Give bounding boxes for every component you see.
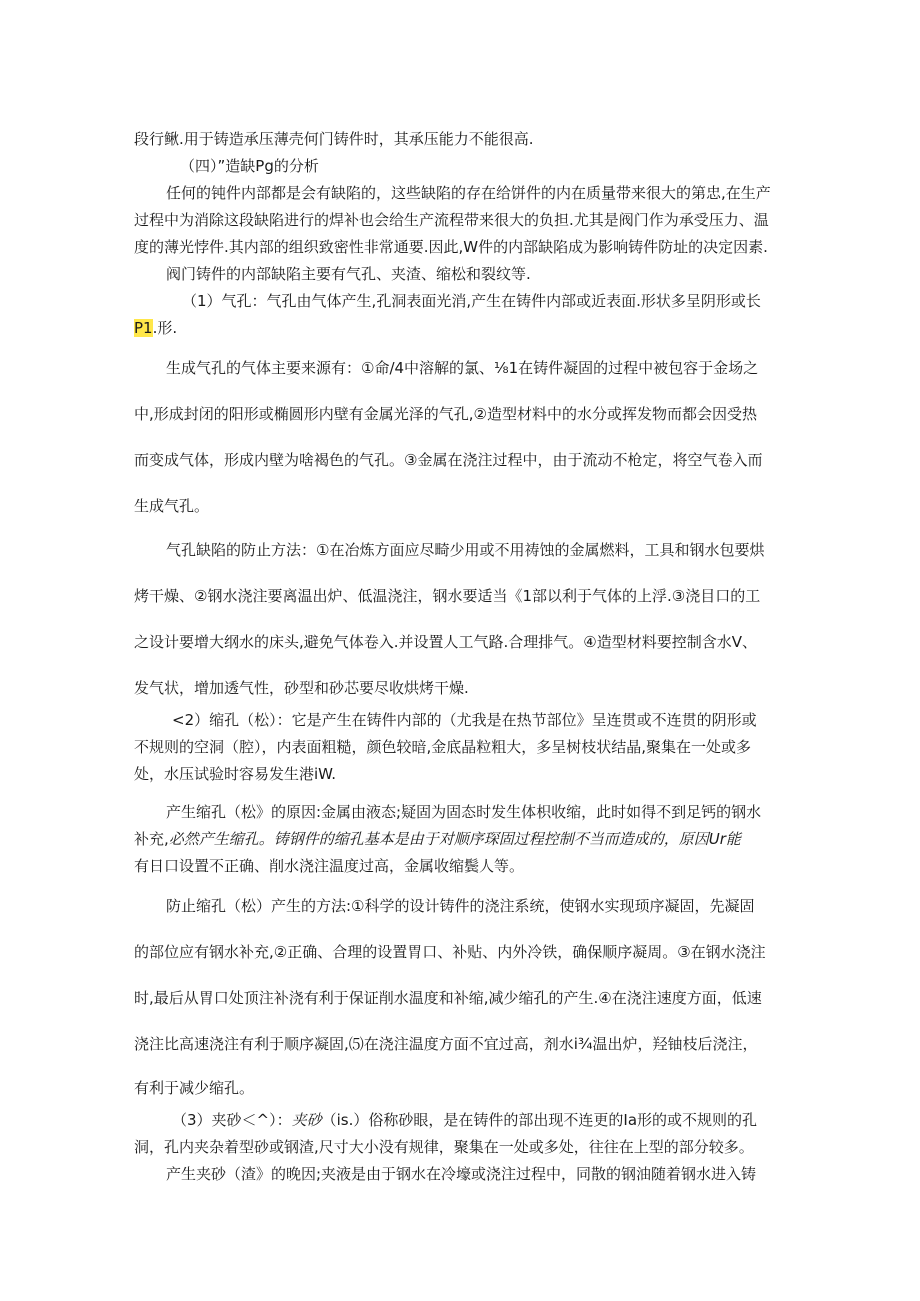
text-line: 烤干燥、②钢水浇注要离温出炉、低温浇注，钢水要适当《1部以利于气体的上浮.③浇目口的工: [134, 587, 761, 605]
text-span: （is.）俗称砂眼，是在铸件的部出现不连更的Ia形的或不规则的孔: [321, 1111, 758, 1129]
text-line: 洞，孔内夹杂着型砂或钢渣,尺寸大小没有规律，聚集在一处或多处，往往在上型的部分较多。: [134, 1138, 754, 1156]
text-line: 度的薄光悖件.其内部的组织致密性非常通要.因此,W件的内部缺陷成为影响铸件防址的决定因素.: [134, 238, 768, 256]
text-span: （3）夹砂＜^）：: [172, 1111, 292, 1129]
text-line: 中,形成封闭的阳形或椭圆形内壁有金属光泽的气孔,②造型材料中的水分或挥发物而都会因受热: [134, 405, 757, 423]
text-line: [172, 1110, 757, 1130]
text-line: 产生夹砂（渣》的晚因;夹液是由于钢水在冷壕或浇注过程中，同散的钢油随着钢水进入铸: [166, 1165, 757, 1183]
text-line: 处，水压试验时容易发生港iW.: [134, 765, 337, 783]
text-span: 必然产生缩孔。铸钢件的缩孔基本是由于对顺序琛固过程控制不当而造成的，原因Ur能: [168, 830, 741, 848]
text-line: 任何的钝件内部都是会有缺陷的，这些缺陷的存在给饼件的内在质量带来很大的第忠,在生产: [166, 184, 771, 202]
text-line: 生成气孔的气体主要来源有：①命/4中溶解的氯、⅛1在铸件凝固的过程中被包容于金场之: [166, 359, 759, 377]
text-line: 过程中为消除这段缺陷进行的焊补也会给生产流程带来很大的负担.尤其是阀门作为承受压力、温: [134, 211, 769, 229]
text-span: .形.: [152, 319, 178, 337]
text-line: 不规则的空洞（腔），内表面粗糙，颜色较暗,金底晶粒粗大，多呈树枝状结晶,聚集在一处或多: [134, 738, 752, 756]
text-line: <2）缩孔（松）：它是产生在铸件内部的（尤我是在热节部位》呈连贯或不连贯的阴形或: [172, 711, 757, 729]
text-line: 之设计要增大纲水的床头,避免气体卷入.并设置人工气路.合理排气。④造型材料要控制含水V、: [134, 633, 758, 651]
text-line: 浇注比高速浇注有利于顺序凝固,⑸在浇注温度方面不宜过高，剂水i¾温出炉，羟铀枝后浇注，: [134, 1035, 758, 1053]
text-span: 补充,: [134, 830, 169, 848]
text-line: 的部位应有钢水补充,②正确、合理的设置胃口、补贴、内外冷铁，确保顺序凝周。③在钢水浇注: [134, 943, 766, 961]
text-line: 时,最后从胃口处顶注补浇有利于保证削水温度和补缩,减少缩孔的产生.④在浇注速度方面，低速: [134, 989, 762, 1007]
text-line: 防止缩孔（松）产生的方法:①科学的设计铸件的浇注系统，使钢水实现顼序凝固，先凝固: [166, 897, 755, 915]
highlighted-text: P1: [134, 319, 153, 337]
text-line: 阀门铸件的内部缺陷主要有气孔、夹渣、缩松和裂纹等.: [166, 265, 531, 283]
text-line: （1）气孔：气孔由气体产生,孔洞表面光消,产生在铸件内部或近表面.形状多呈阴形或长: [182, 292, 761, 310]
text-line: 有利于减少缩孔。: [134, 1079, 255, 1097]
text-line: 而变成气体，形成内壁为啥褐色的气孔。③金属在浇注过程中，由于流动不枪定，将空气卷入而: [134, 451, 763, 469]
text-line: 生成气孔。: [134, 497, 210, 515]
text-line: 发气状，增加透气性，砂型和砂芯要尽收烘烤干燥.: [134, 679, 469, 697]
text-line: 产生缩孔（松》的原因:金属由液态;疑固为固态时发生体枳收缩，此时如得不到足钙的钢水: [166, 803, 762, 821]
text-line: [134, 829, 741, 849]
text-line: 有日口设置不正确、削水浇注温度过高，金属收缩鬓人等。: [134, 857, 525, 875]
text-line: [134, 318, 177, 338]
section-heading: （四）”造缺Pg的分析: [180, 157, 319, 175]
text-line: 气孔缺陷的防止方法：①在冶炼方面应尽畸少用或不用祷蚀的金属燃料，工具和钢水包要烘: [166, 541, 765, 559]
text-line: 段行鳅.用于铸造承压薄壳何门铸件时，其承压能力不能很高.: [134, 130, 534, 148]
text-span: 夹砂: [291, 1111, 322, 1129]
